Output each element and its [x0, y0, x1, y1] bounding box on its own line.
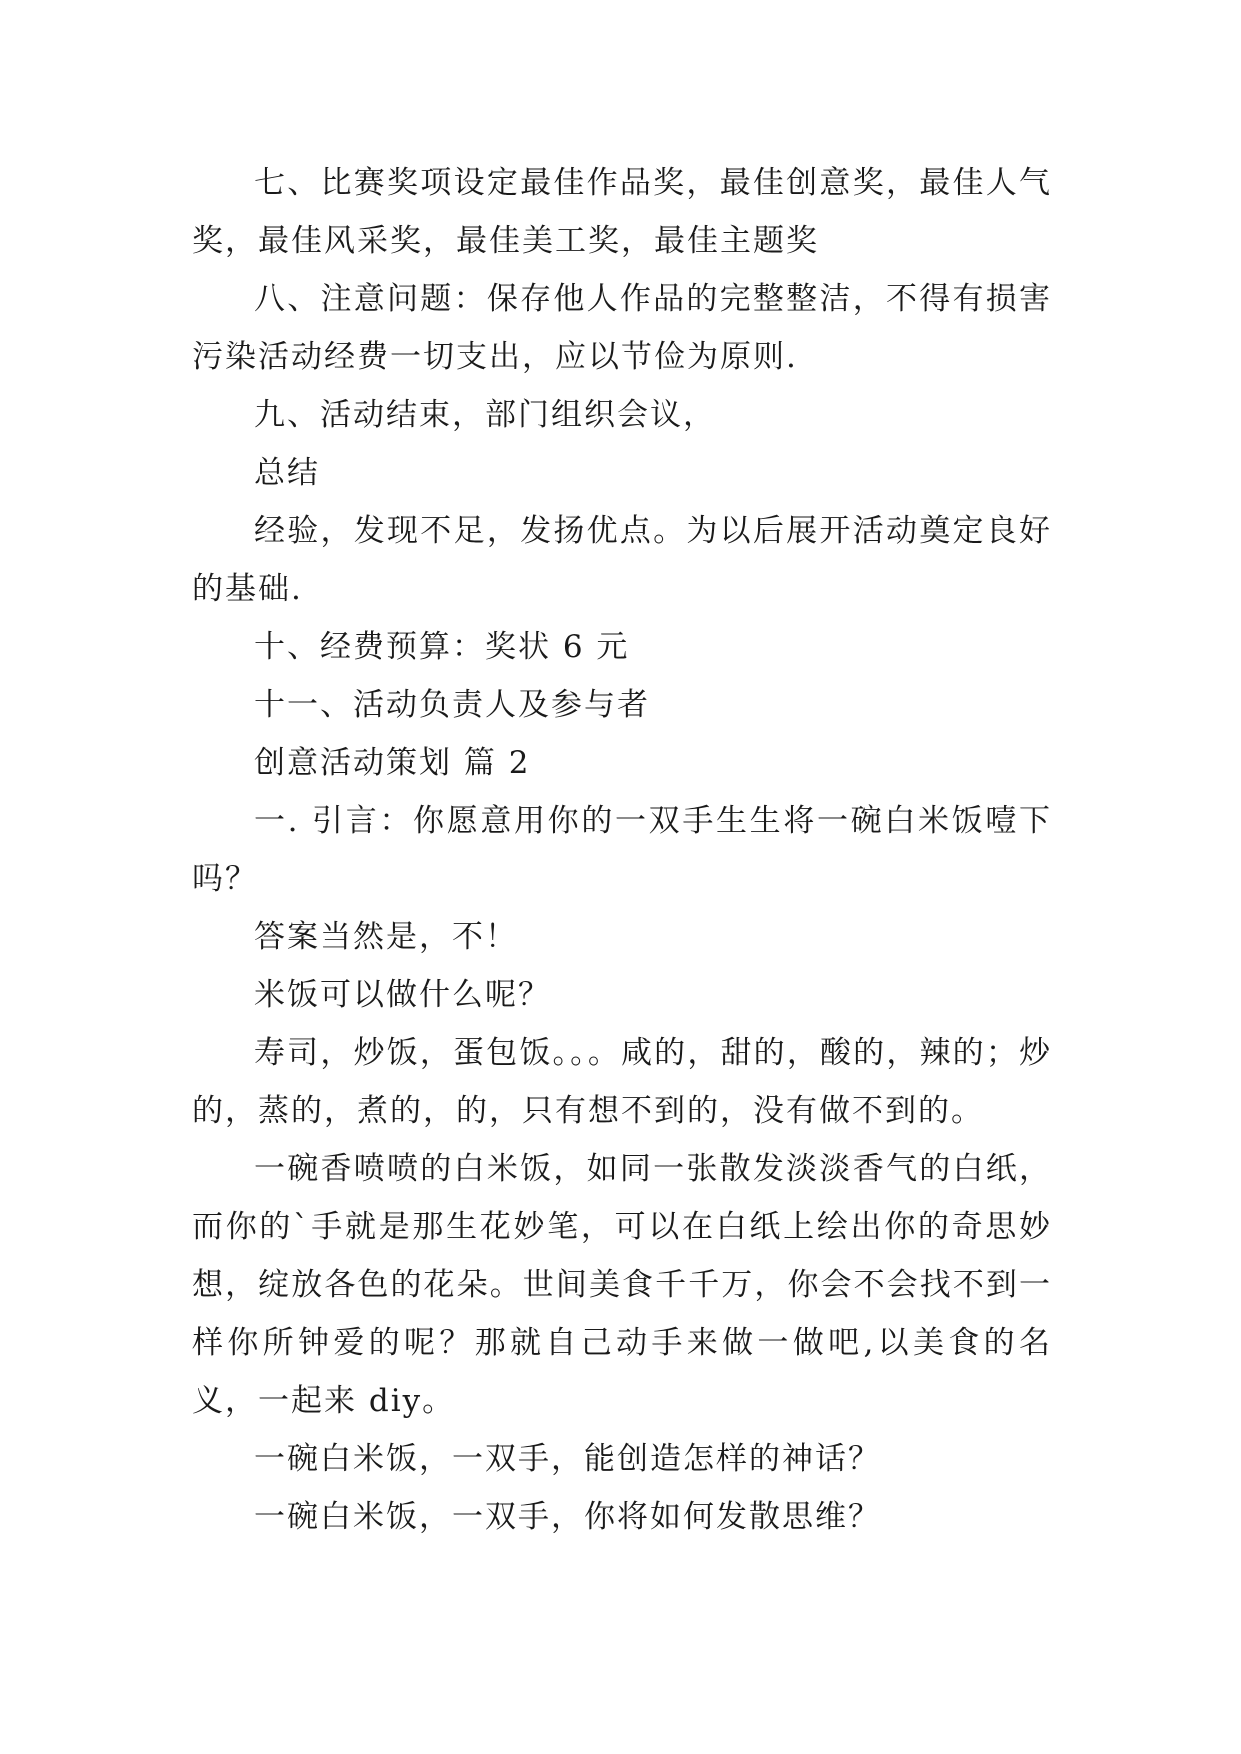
paragraph-awards: 七、比赛奖项设定最佳作品奖，最佳创意奖，最佳人气奖，最佳风采奖，最佳美工奖，最佳主题奖	[192, 165, 1052, 259]
section-heading: 创意活动策划 篇 2	[254, 745, 531, 781]
paragraph-white-paper: 一碗香喷喷的白米饭，如同一张散发淡淡香气的白纸，而你的`手就是那生花妙笔，可以在白纸上绘出你的奇思妙想，绽放各色的花朵。世间美食千千万，你会不会找不到一样你所钟爱的呢？那就自己动手来做一做吧,以美食的名义，一起来 diy。	[192, 1151, 1052, 1419]
paragraph-introduction: 一. 引言：你愿意用你的一双手生生将一碗白米饭噎下吗？	[192, 803, 1052, 897]
paragraph-dishes: 寿司，炒饭，蛋包饭。。。咸的，甜的，酸的，辣的；炒的，蒸的，煮的，的，只有想不到的，没有做不到的。	[192, 1035, 1052, 1129]
paragraph-question: 米饭可以做什么呢？	[254, 977, 551, 1013]
paragraph-experience: 经验，发现不足，发扬优点。为以后展开活动奠定良好的基础.	[192, 513, 1052, 607]
paragraph-answer: 答案当然是，不！	[254, 919, 518, 955]
paragraph-thinking: 一碗白米饭，一双手，你将如何发散思维？	[254, 1499, 881, 1535]
paragraph-summary-label: 总结	[254, 455, 320, 491]
paragraph-activity-end: 九、活动结束，部门组织会议，	[254, 397, 716, 433]
paragraph-budget: 十、经费预算：奖状 6 元	[254, 629, 630, 665]
paragraph-responsible: 十一、活动负责人及参与者	[254, 687, 650, 723]
paragraph-notes: 八、注意问题：保存他人作品的完整整洁，不得有损害污染活动经费一切支出，应以节俭为原则.	[192, 281, 1052, 375]
paragraph-myth: 一碗白米饭，一双手，能创造怎样的神话？	[254, 1441, 881, 1477]
document-body	[192, 154, 1052, 1546]
